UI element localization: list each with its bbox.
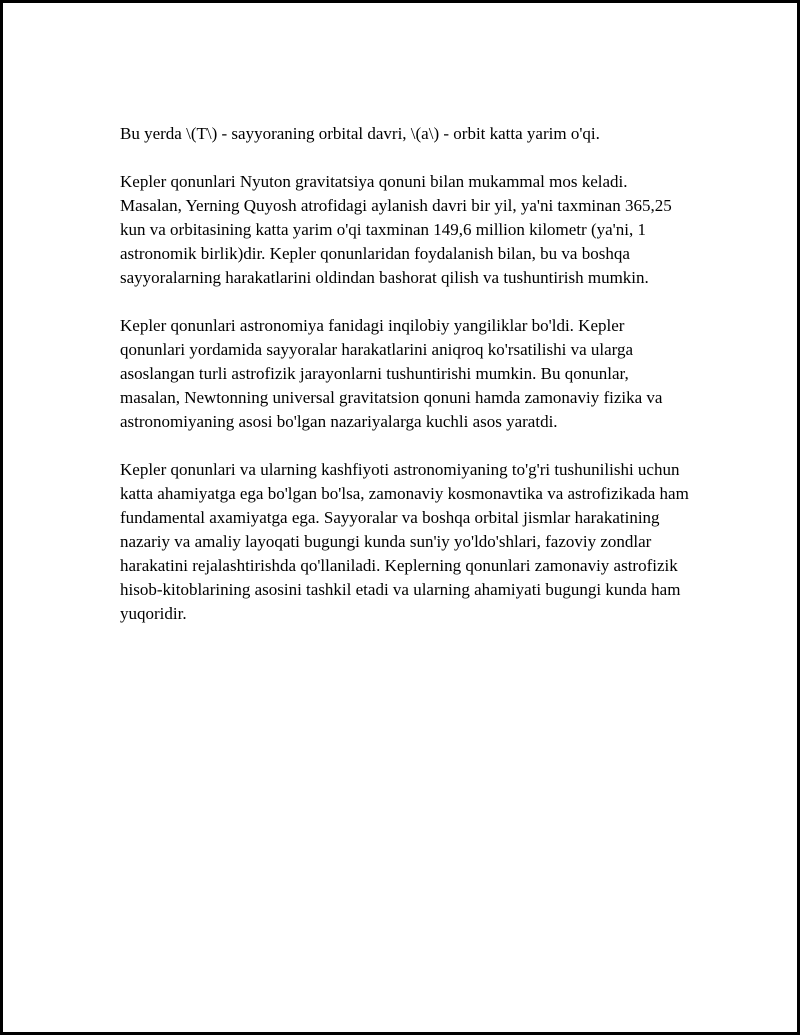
paragraph-newton-agreement: Kepler qonunlari Nyuton gravitatsiya qonuni bilan mukammal mos keladi. Masalan, Yerning Quyosh atrofidagi aylanish davri bir yil, ya'ni taxminan 365,25 kun va orbitasining katta yarim o'qi taxminan 149,6 million kilometr (ya'ni, 1 astronomik birlik)dir. Kepler qonunlaridan foydalanish bilan, bu va boshqa sayyoralarning harakatlarini oldindan bashorat qilish va tushuntirish mumkin. — [120, 172, 672, 287]
paragraph-modern-significance: Kepler qonunlari va ularning kashfiyoti astronomiyaning to'g'ri tushunilishi uchun katta ahamiyatga ega bo'lgan bo'lsa, zamonaviy kosmonavtika va astrofizikada ham fundamental axamiyatga ega. Sayyoralar va boshqa orbital jismlar harakatining nazariy va amaliy layoqati bugungi kunda sun'iy yo'ldo'shlari, fazoviy zondlar harakatini rejalashtirishda qo'llaniladi. Keplerning qonunlari zamonaviy astrofizik hisob-kitoblarining asosini tashkil etadi va ularning ahamiyati bugungi kunda ham yuqoridir. — [120, 460, 689, 623]
paragraph-astronomy-revolution: Kepler qonunlari astronomiya fanidagi inqilobiy yangiliklar bo'ldi. Kepler qonunlari yordamida sayyoralar harakatlarini aniqroq ko'rsatilishi va ularga asoslangan turli astrofizik jarayonlarni tushuntirishi mumkin. Bu qonunlar, masalan, Newtonning universal gravitatsion qonuni hamda zamonaviy fizika va astronomiyaning asosi bo'lgan nazariyalarga kuchli asos yaratdi. — [120, 316, 663, 431]
document-body — [120, 122, 692, 650]
paragraph-formula-note: Bu yerda \(T\) - sayyoraning orbital davri, \(a\) - orbit katta yarim o'qi. — [120, 124, 600, 143]
